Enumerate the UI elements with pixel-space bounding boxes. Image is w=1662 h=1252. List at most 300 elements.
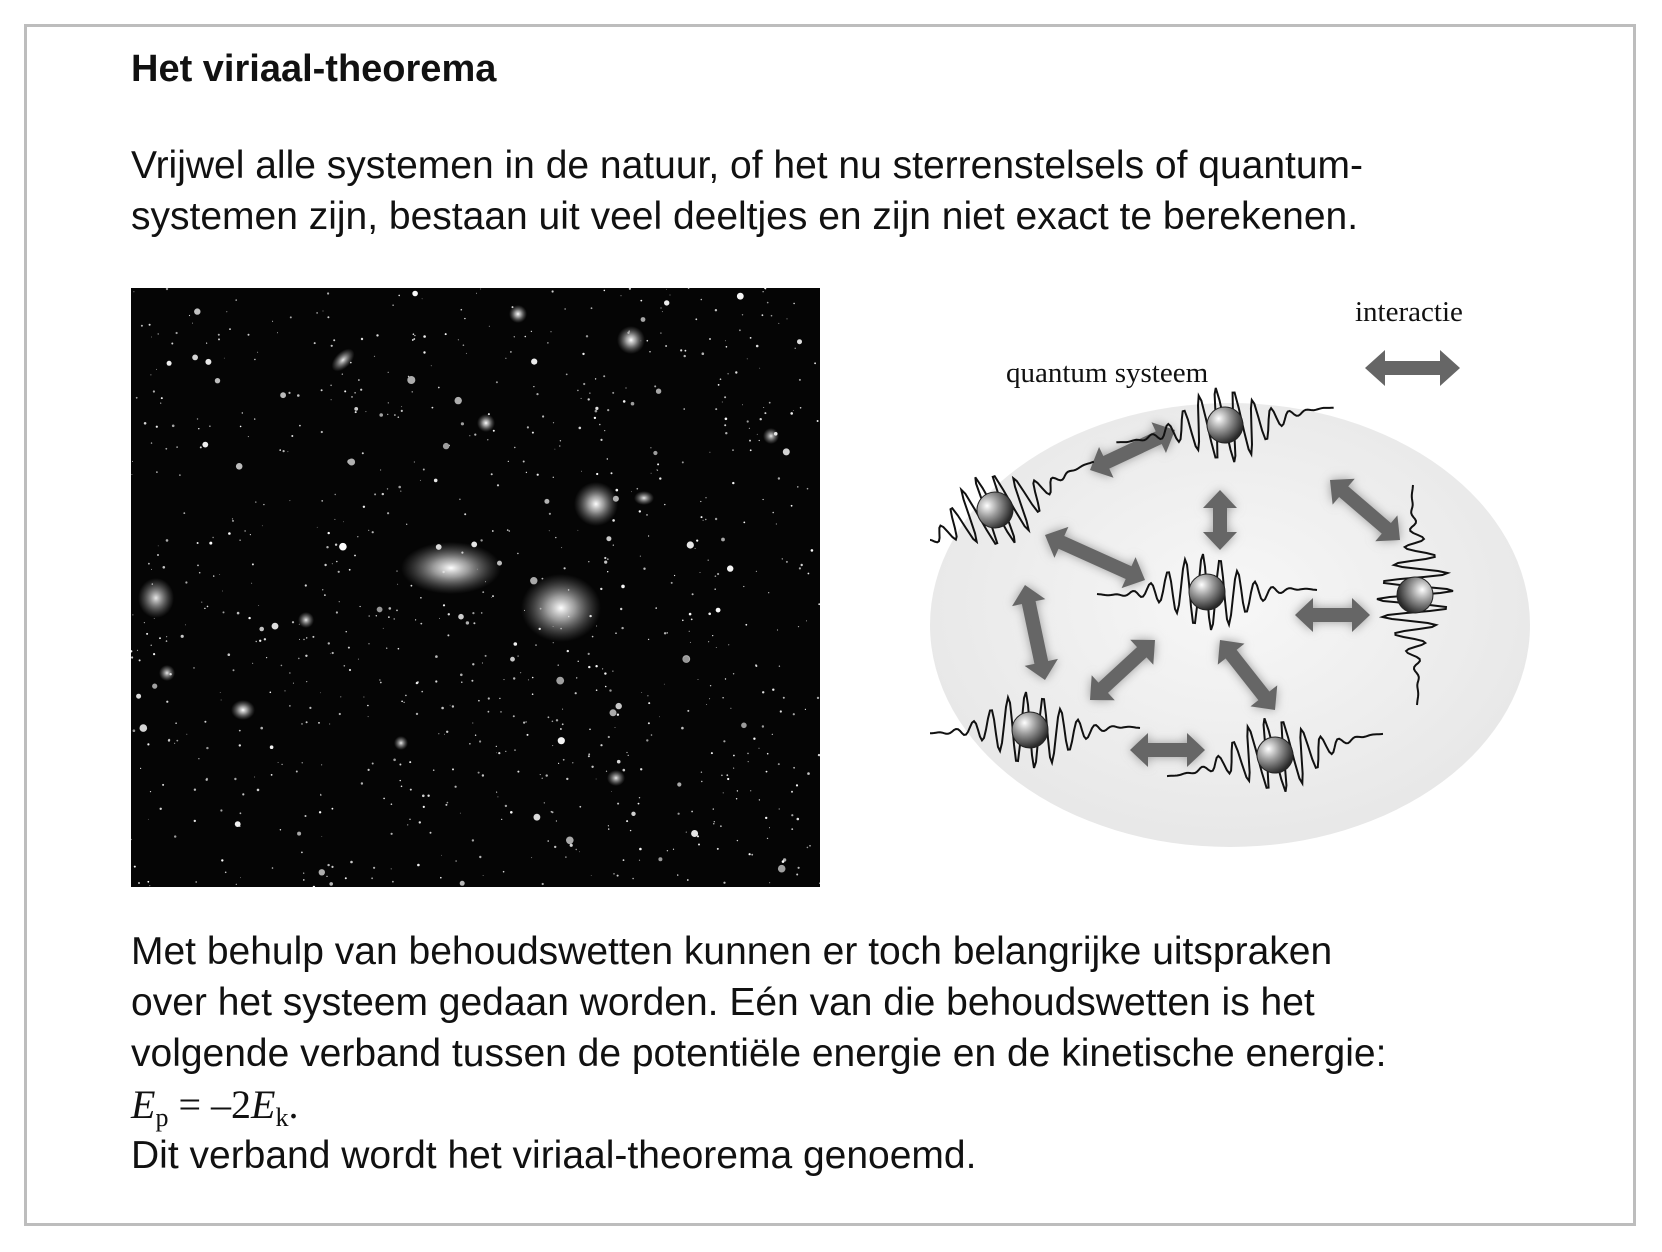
star [564,567,566,569]
star [687,710,689,712]
star [376,334,378,336]
star [721,538,725,542]
star [763,499,764,500]
body-line-3: volgende verband tussen de potentiële energie en de kinetische energie: [131,1032,1387,1075]
star [527,734,529,736]
star [684,355,686,357]
star [423,806,425,808]
star [811,549,814,552]
star [439,618,440,619]
star [480,289,481,290]
star [553,642,554,643]
star [156,369,157,370]
star [692,593,694,595]
star [542,415,544,417]
star [186,734,187,735]
star [499,698,500,699]
star [621,627,623,629]
star [783,448,790,455]
star [531,857,532,858]
star [549,530,550,531]
star [263,504,264,505]
star [200,446,202,448]
star [650,447,651,448]
star [271,774,273,776]
star [750,449,752,451]
star [306,721,308,723]
star [507,529,509,531]
star [171,343,173,345]
star [623,769,626,772]
system-boundary [930,403,1530,847]
star [763,291,764,292]
star [334,519,335,520]
star [733,755,735,757]
star [737,790,738,791]
star [628,755,629,756]
star [514,447,515,448]
star [617,803,619,805]
star [632,878,634,880]
star [380,682,382,684]
star [588,666,590,668]
star [605,686,607,688]
star [185,625,186,626]
star [787,318,788,319]
star [687,541,694,548]
star [198,428,199,429]
star [167,361,172,366]
star [559,445,560,446]
star [631,812,635,816]
star [252,663,253,664]
star [305,584,307,586]
star [392,881,394,883]
star [147,743,149,745]
star [358,659,359,660]
star [708,560,709,561]
star [329,724,330,725]
star [440,877,442,879]
star [520,672,521,673]
star [301,723,303,725]
star [493,430,495,432]
star [412,391,413,392]
star [277,332,278,333]
star [472,839,474,841]
star [324,594,326,596]
star [611,791,612,792]
star [793,713,795,715]
star [183,512,185,514]
star [344,390,346,392]
star [368,530,369,531]
star [683,408,685,410]
star [408,376,409,377]
star [717,848,719,850]
star [482,591,484,593]
star [657,470,658,471]
star [491,597,492,598]
star [725,340,726,341]
star [222,591,223,592]
star [160,403,161,404]
star [331,399,332,400]
star [681,727,684,730]
star [800,407,802,409]
star [674,575,675,576]
star [565,308,566,309]
star [260,727,263,730]
formula-sub-p: p [155,1103,169,1132]
star [250,534,251,535]
star [721,775,723,777]
star [232,518,233,519]
star [570,844,573,847]
star [139,659,141,661]
star [641,692,642,693]
star [646,514,648,516]
star [374,356,375,357]
star [753,738,755,740]
star [608,825,609,826]
star [448,613,450,615]
star [165,448,167,450]
star [422,795,425,798]
star [380,469,381,470]
intro-paragraph [131,140,1551,242]
body-line-1: Met behulp van behoudswetten kunnen er toch belangrijke uitspraken [131,930,1333,973]
star [312,636,314,638]
star [712,635,713,636]
formula-sub-k: k [275,1103,289,1132]
star [534,814,541,821]
star [386,648,387,649]
star [340,696,341,697]
star [575,692,577,694]
star [600,588,602,590]
star [361,338,363,340]
star [206,778,208,780]
star [332,808,334,810]
star [423,335,426,338]
star [755,665,757,667]
star [256,641,257,642]
star [698,844,700,846]
star [175,722,177,724]
star [509,530,511,532]
star [767,302,769,304]
star [306,637,307,638]
star [345,877,347,879]
star [528,679,529,680]
star [301,852,303,854]
star [197,565,199,567]
star [791,791,793,793]
star [414,462,415,463]
star [280,392,286,398]
star [234,778,236,780]
star [604,290,606,292]
star [701,772,702,773]
star [430,832,432,834]
star [505,805,507,807]
star [643,568,645,570]
star [664,684,665,685]
star [532,432,534,434]
star [266,657,267,658]
star [303,873,304,874]
star [401,786,403,788]
star [398,295,400,297]
star [677,874,678,875]
star [698,679,699,680]
star [772,734,773,735]
star [224,358,225,359]
star [163,566,166,569]
star [324,564,326,566]
star [759,799,760,800]
star [769,882,770,883]
star [492,595,494,597]
star [514,642,518,646]
star [328,532,330,534]
star [176,446,178,448]
star [604,557,606,559]
star [156,426,158,428]
star [552,290,554,292]
star [396,570,397,571]
star [482,774,484,776]
star [639,797,640,798]
star [723,792,724,793]
star [360,606,361,607]
star [459,499,461,501]
star [195,881,197,883]
star [148,563,150,565]
star [233,669,235,671]
star [284,690,285,691]
star [194,820,196,822]
star [144,422,147,425]
star [702,352,705,355]
star [682,620,684,622]
star [172,425,175,428]
virial-formula [131,1079,1571,1130]
star [701,516,703,518]
star [354,555,356,557]
star [565,856,566,857]
star [236,463,243,470]
star [497,796,498,797]
star [443,604,445,606]
star [749,853,751,855]
star [685,350,687,352]
star [504,679,505,680]
star [472,723,473,724]
star [649,351,650,352]
star [733,768,734,769]
star [218,338,220,340]
star [578,530,579,531]
star [567,650,569,652]
star [621,585,625,589]
star [176,740,178,742]
star [398,416,400,418]
star [239,744,241,746]
star [138,882,140,884]
star [204,608,205,609]
star [479,740,481,742]
star [790,412,793,415]
star [296,771,298,773]
particle-sphere [1189,574,1225,610]
star [718,384,720,386]
star [737,840,738,841]
star [607,409,609,411]
star [367,705,369,707]
star [383,798,385,800]
star [778,763,780,765]
star [709,452,710,453]
star [151,442,152,443]
star [207,606,209,608]
star [156,471,158,473]
star [289,672,290,673]
formula-end: . [288,1082,299,1127]
star [613,545,614,546]
star [620,608,622,610]
star [778,477,780,479]
star [793,410,794,411]
star [560,728,562,730]
star [500,711,501,712]
star [720,378,722,380]
star [166,640,168,642]
star [240,426,242,428]
star [487,439,488,440]
star [673,849,674,850]
star [648,702,650,704]
star [209,426,210,427]
star [767,838,768,839]
star [607,458,608,459]
star [339,713,341,715]
star [336,561,338,563]
star [602,668,603,669]
star [727,373,728,374]
star [388,402,389,403]
star [759,440,760,441]
star [654,385,656,387]
star [780,710,782,712]
star [362,452,364,454]
star [372,763,374,765]
star [339,543,347,551]
star [258,605,259,606]
star [658,857,662,861]
star [691,811,693,813]
star [705,519,706,520]
star [531,331,532,332]
star [647,340,649,342]
star [445,333,447,335]
star [466,621,469,624]
star [368,769,370,771]
star [749,428,750,429]
star [497,484,499,486]
star [595,407,598,410]
star [714,588,716,590]
star [479,856,481,858]
star [690,642,691,643]
star [133,291,134,292]
star [149,324,151,326]
particle-sphere [1397,577,1433,613]
quantum-system-diagram [930,290,1560,880]
star [330,653,331,654]
star [257,789,260,792]
star [152,684,157,689]
star [146,633,148,635]
star [498,752,500,754]
star [728,644,729,645]
star [556,677,564,685]
star [441,707,444,710]
star [478,700,480,702]
star [305,655,307,657]
legend-arrow [1365,350,1460,386]
star [708,613,711,616]
star [321,389,323,391]
star [368,716,369,717]
star [297,832,301,836]
star [750,337,752,339]
star [461,309,463,311]
star [648,535,649,536]
star [595,410,598,413]
star [197,418,198,419]
star [423,469,425,471]
star [212,537,213,538]
star [726,774,728,776]
star [640,556,641,557]
star [236,884,237,885]
star [764,412,766,414]
star [555,449,556,450]
star [387,512,389,514]
star [730,708,731,709]
star [591,766,593,768]
star [596,473,598,475]
star [351,396,353,398]
star [722,402,723,403]
star [808,573,810,575]
star [132,461,133,462]
star [387,488,388,489]
star [288,392,290,394]
star [221,700,222,701]
star [235,821,241,827]
star [682,461,684,463]
star [199,572,201,574]
star [503,871,505,873]
star [372,531,374,533]
star [767,753,769,755]
star [492,530,494,532]
star [463,344,465,346]
star [806,620,807,621]
